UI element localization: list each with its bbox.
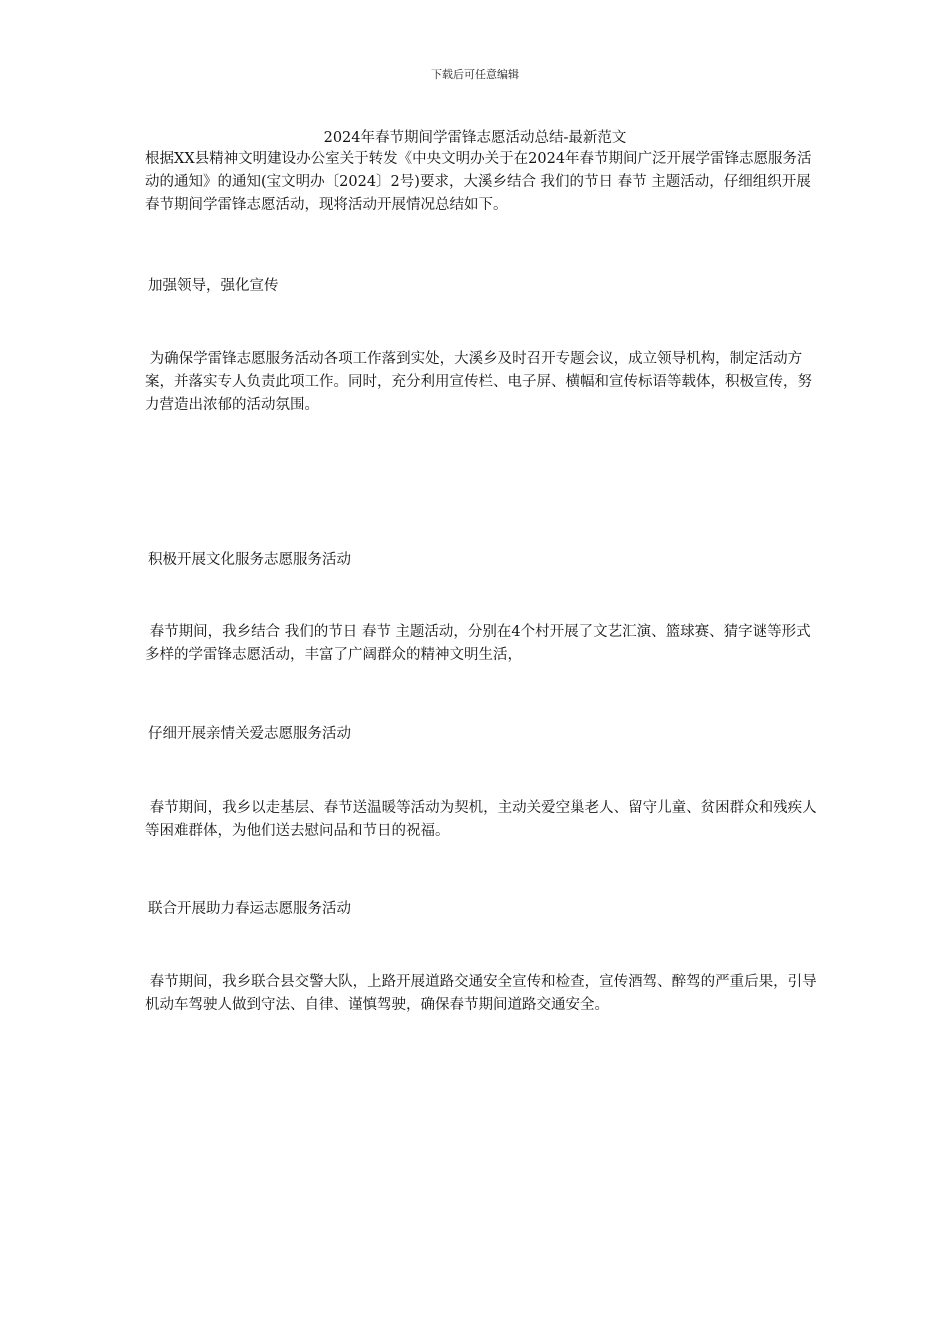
section-body-3: 春节期间，我乡以走基层、春节送温暖等活动为契机，主动关爱空巢老人、留守儿童、贫困群众和残疾人等困难群体，为他们送去慰问品和节日的祝福。 <box>145 800 817 839</box>
section-heading-3: 仔细开展亲情关爱志愿服务活动 <box>148 726 351 742</box>
section-heading-1: 加强领导，强化宣传 <box>148 278 279 294</box>
section-heading-2: 积极开展文化服务志愿服务活动 <box>148 552 351 568</box>
section-body-2: 春节期间，我乡结合 我们的节日 春节 主题活动，分别在4个村开展了文艺汇演、篮球赛、猜字谜等形式多样的学雷锋志愿活动，丰富了广阔群众的精神文明生活， <box>145 624 811 663</box>
section-heading-4: 联合开展助力春运志愿服务活动 <box>148 901 351 917</box>
section-body-4: 春节期间，我乡联合县交警大队，上路开展道路交通安全宣传和检查，宣传酒驾、醉驾的严重后果，引导机动车驾驶人做到守法、自律、谨慎驾驶，确保春节期间道路交通安全。 <box>145 974 817 1013</box>
intro-paragraph: 根据XX县精神文明建设办公室关于转发《中央文明办关于在2024年春节期间广泛开展学雷锋志愿服务活动的通知》的通知(宝文明办〔2024〕2号)要求，大溪乡结合 我们的节日 春节 主题活动，仔细组织开展春节期间学雷锋志愿活动，现将活动开展情况总结如下。 <box>145 151 812 213</box>
section-body-1: 为确保学雷锋志愿服务活动各项工作落到实处，大溪乡及时召开专题会议，成立领导机构，制定活动方案，并落实专人负责此项工作。同时，充分利用宣传栏、电子屏、横幅和宣传标语等载体，积极宣传，努力营造出浓郁的活动氛围。 <box>145 351 812 413</box>
document-title: 2024年春节期间学雷锋志愿活动总结-最新范文 <box>323 130 627 146</box>
header-note: 下载后可任意编辑 <box>431 68 519 81</box>
